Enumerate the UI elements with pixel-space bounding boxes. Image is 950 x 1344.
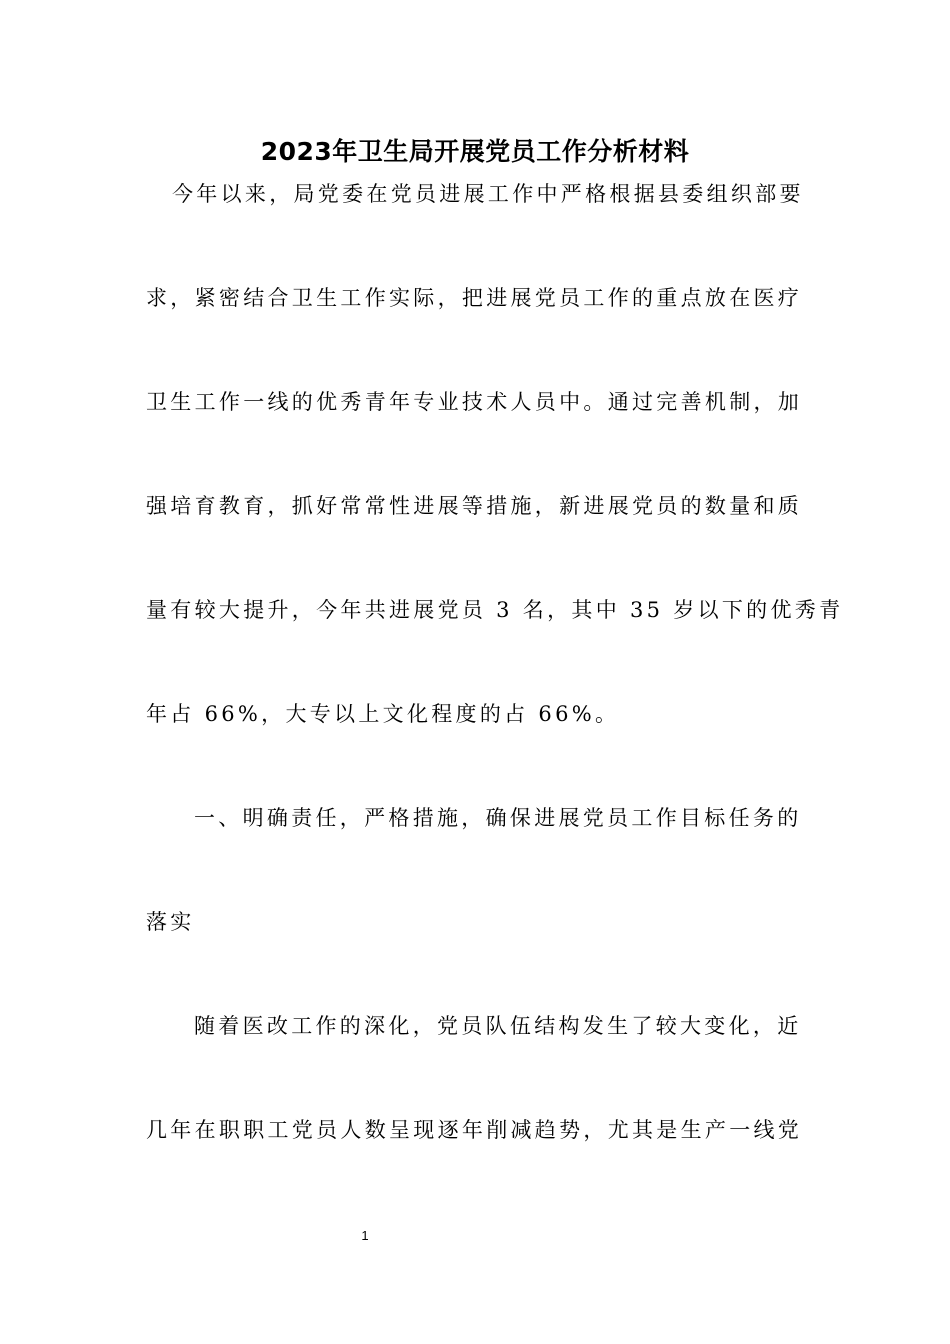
paragraph-line: 求，紧密结合卫生工作实际，把进展党员工作的重点放在医疗	[146, 286, 803, 310]
document-body	[146, 168, 844, 1208]
page-number: 1	[361, 1228, 369, 1243]
paragraph-line: 卫生工作一线的优秀青年专业技术人员中。通过完善机制，加	[146, 390, 803, 414]
paragraph-line: 几年在职职工党员人数呈现逐年削减趋势，尤其是生产一线党	[146, 1118, 803, 1142]
paragraph-line: 今年以来，局党委在党员进展工作中严格根据县委组织部要	[172, 182, 804, 206]
paragraph-line: 量有较大提升，今年共进展党员 3 名，其中 35 岁以下的优秀青	[146, 598, 844, 622]
paragraph-line: 随着医改工作的深化，党员队伍结构发生了较大变化，近	[194, 1014, 802, 1038]
document-title: 2023年卫生局开展党员工作分析材料	[260, 137, 690, 166]
section-heading-line: 一、明确责任，严格措施，确保进展党员工作目标任务的	[194, 806, 802, 830]
section-heading-line: 落实	[146, 910, 195, 934]
paragraph-line: 年占 66%，大专以上文化程度的占 66%。	[146, 702, 620, 726]
paragraph-line: 强培育教育，抓好常常性进展等措施，新进展党员的数量和质	[146, 494, 803, 518]
